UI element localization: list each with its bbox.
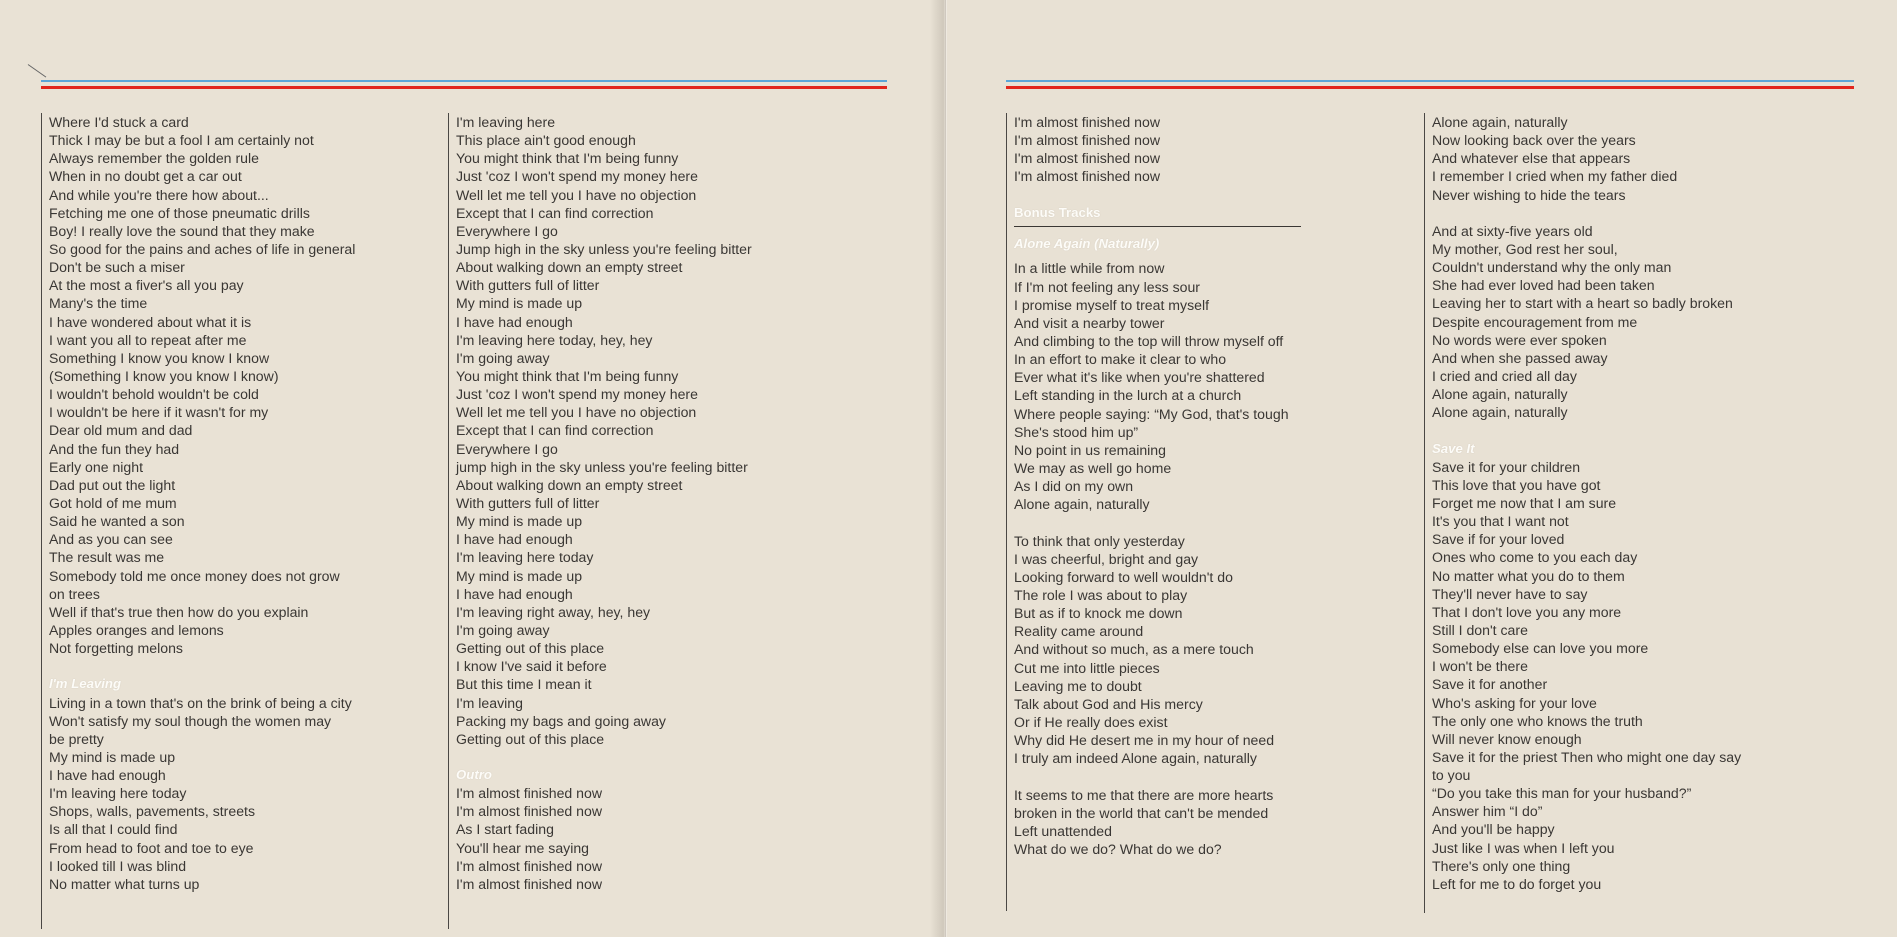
lyric-line: I wouldn't behold wouldn't be cold	[49, 386, 259, 403]
lyrics-column-3	[1006, 113, 1301, 911]
lyric-line: Alone again, naturally	[1432, 404, 1568, 421]
header-rule-blue	[1006, 80, 1854, 82]
lyric-line: I cried and cried all day	[1432, 367, 1577, 384]
lyric-line: Alone again, naturally	[1014, 496, 1150, 513]
lyric-line: So good for the pains and aches of life in general	[49, 240, 356, 257]
lyric-line: Cut me into little pieces	[1014, 659, 1160, 676]
lyric-line: Ones who come to you each day	[1432, 549, 1638, 566]
lyric-line: Alone again, naturally	[1432, 386, 1568, 403]
lyric-line: My mind is made up	[456, 295, 583, 312]
lyric-line: Well let me tell you I have no objection	[456, 186, 697, 203]
lyric-line: Alone again, naturally	[1432, 114, 1568, 130]
lyric-line: It seems to me that there are more hearts	[1014, 786, 1274, 803]
header-rule-red	[41, 86, 887, 89]
lyric-line: But as if to knock me down	[1014, 605, 1183, 622]
left-page	[0, 0, 946, 937]
lyric-line: Except that I can find correction	[456, 204, 654, 221]
bonus-tracks-label: Bonus Tracks	[1014, 204, 1101, 220]
lyric-line: In an effort to make it clear to who	[1014, 351, 1227, 368]
lyric-line: “Do you take this man for your husband?”	[1432, 785, 1692, 802]
lyric-line: With gutters full of litter	[456, 494, 600, 511]
lyric-line: It's you that I want not	[1432, 513, 1569, 530]
lyric-line: I'm almost finished now	[456, 875, 603, 892]
lyric-line: Everywhere I go	[456, 440, 558, 457]
lyric-line: I have had enough	[456, 585, 573, 602]
lyric-line: Said he wanted a son	[49, 513, 185, 530]
lyric-line: Will never know enough	[1432, 730, 1582, 747]
lyric-line: I'm almost finished now	[456, 857, 603, 874]
lyric-line: Couldn't understand why the only man	[1432, 259, 1672, 276]
lyric-line: Got hold of me mum	[49, 494, 177, 511]
lyric-line: I'm almost finished now	[456, 785, 603, 802]
lyric-line: I'm leaving here today, hey, hey	[456, 331, 653, 348]
lyric-line: Not forgetting melons	[49, 640, 183, 657]
lyric-line: I'm leaving	[456, 694, 523, 711]
lyric-line: But this time I mean it	[456, 676, 592, 693]
lyric-line: And as you can see	[49, 531, 173, 548]
lyric-line: They'll never have to say	[1432, 585, 1588, 602]
lyric-line: My mother, God rest her soul,	[1432, 240, 1618, 257]
lyric-line: I have wondered about what it is	[49, 313, 252, 330]
lyric-line: Early one night	[49, 458, 144, 475]
lyric-line: I'm leaving here today	[456, 549, 594, 566]
lyric-line: Just 'coz I won't spend my money here	[456, 386, 698, 403]
lyric-line: Looking forward to well wouldn't do	[1014, 568, 1233, 585]
lyric-line: And without so much, as a mere touch	[1014, 641, 1254, 658]
lyric-line: Why did He desert me in my hour of need	[1014, 732, 1275, 749]
song-title-alone-again: Alone Again (Naturally)	[1014, 236, 1160, 252]
lyric-line: At the most a fiver's all you pay	[49, 277, 244, 294]
lyric-line: My mind is made up	[49, 748, 176, 765]
lyric-line: (Something I know you know I know)	[49, 367, 279, 384]
lyric-line: Won't satisfy my soul though the women may	[49, 712, 332, 729]
lyric-line: As I did on my own	[1014, 478, 1134, 495]
lyric-line: I know I've said it before	[456, 658, 607, 675]
lyric-line: With gutters full of litter	[456, 277, 600, 294]
lyric-line: Now looking back over the years	[1432, 132, 1636, 149]
lyric-line: Despite encouragement from me	[1432, 313, 1638, 330]
lyric-line: broken in the world that can't be mended	[1014, 804, 1269, 821]
lyric-line: I have had enough	[456, 531, 573, 548]
lyric-line: You might think that I'm being funny	[456, 367, 679, 384]
lyric-line: What do we do? What do we do?	[1014, 840, 1222, 857]
lyric-line: I'm leaving here today	[49, 785, 187, 802]
lyric-line: Never wishing to hide the tears	[1432, 186, 1626, 203]
lyric-line: I'm leaving right away, hey, hey	[456, 603, 651, 620]
lyric-line: No point in us remaining	[1014, 441, 1166, 458]
lyric-line: I have had enough	[49, 767, 166, 784]
lyrics-column-4	[1424, 113, 1741, 913]
lyric-line: I'm going away	[456, 349, 550, 366]
lyric-line: I truly am indeed Alone again, naturally	[1014, 750, 1257, 767]
header-rule-red	[1006, 86, 1854, 89]
lyric-line: Jump high in the sky unless you're feeling bitter	[456, 240, 752, 257]
lyric-line: And at sixty-five years old	[1432, 222, 1593, 239]
lyric-line: And when she passed away	[1432, 349, 1608, 366]
lyric-line: And while you're there how about...	[49, 186, 269, 203]
lyric-line: Somebody else can love you more	[1432, 640, 1649, 657]
lyric-line: Many's the time	[49, 295, 148, 312]
lyric-line: My mind is made up	[456, 567, 583, 584]
lyric-line: I won't be there	[1432, 658, 1528, 675]
lyric-line: Who's asking for your love	[1432, 694, 1597, 711]
lyric-line: I'm almost finished now	[1014, 168, 1161, 185]
lyric-line: Except that I can find correction	[456, 422, 654, 439]
lyric-line: I wouldn't be here if it wasn't for my	[49, 404, 269, 421]
lyric-line: Reality came around	[1014, 623, 1144, 640]
lyric-line: This place ain't good enough	[456, 132, 636, 149]
lyric-line: You'll hear me saying	[456, 839, 590, 856]
lyric-line: Just 'coz I won't spend my money here	[456, 168, 698, 185]
lyric-line: Leaving her to start with a heart so badly broken	[1432, 295, 1733, 312]
lyric-line: I was cheerful, bright and gay	[1014, 550, 1199, 567]
lyric-line: And you'll be happy	[1432, 821, 1555, 838]
lyric-line: Save it for the priest Then who might one day say	[1432, 748, 1742, 765]
right-page	[947, 0, 1897, 937]
lyric-line: Where I'd stuck a card	[49, 114, 189, 130]
lyric-line: I want you all to repeat after me	[49, 331, 247, 348]
lyric-line: Save it for your children	[1432, 458, 1581, 475]
lyrics-column-2	[448, 113, 752, 929]
lyric-line: About walking down an empty street	[456, 476, 683, 493]
lyric-line: Answer him “I do”	[1432, 803, 1543, 820]
lyric-line: If I'm not feeling any less sour	[1014, 278, 1200, 295]
lyric-line: to you	[1432, 767, 1471, 784]
lyric-line: As I start fading	[456, 821, 554, 838]
lyric-line: Somebody told me once money does not grow	[49, 567, 340, 584]
lyric-line: Is all that I could find	[49, 821, 178, 838]
header-rule-blue	[41, 80, 887, 82]
lyrics-column-1	[41, 113, 355, 929]
lyric-line: Talk about God and His mercy	[1014, 695, 1203, 712]
lyric-line: Well if that's true then how do you explain	[49, 603, 309, 620]
lyric-line: I promise myself to treat myself	[1014, 296, 1210, 313]
lyric-line: And the fun they had	[49, 440, 180, 457]
lyric-line: And visit a nearby tower	[1014, 314, 1165, 331]
lyric-line: No matter what you do to them	[1432, 567, 1625, 584]
lyric-line: I'm leaving here	[456, 114, 556, 130]
lyric-line: I'm almost finished now	[1014, 132, 1161, 149]
lyric-line: The only one who knows the truth	[1432, 712, 1643, 729]
song-title-im-leaving: I'm Leaving	[49, 676, 122, 692]
lyric-line: Thick I may be but a fool I am certainly not	[49, 132, 314, 149]
lyric-line: In a little while from now	[1014, 260, 1165, 277]
song-title-outro: Outro	[456, 767, 492, 783]
lyric-line: That I don't love you any more	[1432, 603, 1622, 620]
lyric-line: Or if He really does exist	[1014, 714, 1168, 730]
lyric-line: Dad put out the light	[49, 476, 176, 493]
lyric-line: Left unattended	[1014, 822, 1112, 839]
lyric-line: Fetching me one of those pneumatic drills	[49, 204, 310, 221]
lyric-line: My mind is made up	[456, 513, 583, 530]
lyric-line: We may as well go home	[1014, 460, 1172, 477]
lyric-line: Just like I was when I left you	[1432, 839, 1615, 856]
corner-mark	[28, 64, 47, 77]
lyric-line: Dear old mum and dad	[49, 422, 193, 439]
lyric-line: Left for me to do forget you	[1432, 875, 1602, 892]
lyric-line: No matter what turns up	[49, 875, 200, 892]
lyric-line: Apples oranges and lemons	[49, 621, 224, 638]
lyric-line: Where people saying: “My God, that's tough	[1014, 405, 1289, 422]
lyric-line: Save it for another	[1432, 676, 1548, 693]
song-title-save-it: Save It	[1432, 440, 1475, 456]
lyric-line: Ever what it's like when you're shattered	[1014, 369, 1265, 386]
section-divider	[1014, 226, 1301, 228]
lyric-line: jump high in the sky unless you're feeling bitter	[456, 458, 748, 475]
lyric-line: She had ever loved had been taken	[1432, 277, 1655, 294]
lyric-line: I'm almost finished now	[456, 803, 603, 820]
lyric-line: From head to foot and toe to eye	[49, 839, 254, 856]
lyric-line: Well let me tell you I have no objection	[456, 404, 697, 421]
lyric-line: To think that only yesterday	[1014, 532, 1185, 549]
lyric-line: Living in a town that's on the brink of being a city	[49, 694, 352, 711]
lyric-line: I have had enough	[456, 313, 573, 330]
lyric-line: Don't be such a miser	[49, 259, 185, 276]
lyric-line: Packing my bags and going away	[456, 712, 666, 729]
lyric-line: Always remember the golden rule	[49, 150, 259, 167]
lyric-line: Left standing in the lurch at a church	[1014, 387, 1242, 404]
lyric-line: Still I don't care	[1432, 621, 1528, 638]
lyric-line: Forget me now that I am sure	[1432, 494, 1617, 511]
lyric-line: This love that you have got	[1432, 476, 1601, 493]
lyric-line: I remember I cried when my father died	[1432, 168, 1678, 185]
lyric-line: on trees	[49, 585, 100, 602]
lyric-line: No words were ever spoken	[1432, 331, 1607, 348]
lyric-line: She's stood him up”	[1014, 423, 1139, 440]
lyric-line: And whatever else that appears	[1432, 150, 1631, 167]
lyric-line: Everywhere I go	[456, 222, 558, 239]
lyric-line: be pretty	[49, 730, 104, 747]
lyric-line: The role I was about to play	[1014, 587, 1188, 604]
lyric-line: There's only one thing	[1432, 857, 1571, 874]
lyric-line: Boy! I really love the sound that they make	[49, 222, 315, 239]
lyric-line: When in no doubt get a car out	[49, 168, 242, 185]
lyric-line: Something I know you know I know	[49, 349, 270, 366]
lyric-line: About walking down an empty street	[456, 259, 683, 276]
lyric-line: I'm going away	[456, 621, 550, 638]
lyric-line: Shops, walls, pavements, streets	[49, 803, 256, 820]
lyric-line: I'm almost finished now	[1014, 114, 1161, 130]
lyric-line: You might think that I'm being funny	[456, 150, 679, 167]
lyric-line: Leaving me to doubt	[1014, 677, 1142, 694]
lyric-line: The result was me	[49, 549, 165, 566]
lyric-line: I looked till I was blind	[49, 857, 187, 874]
lyric-line: And climbing to the top will throw myself off	[1014, 333, 1284, 350]
lyric-line: I'm almost finished now	[1014, 150, 1161, 167]
lyric-line: Getting out of this place	[456, 640, 605, 657]
lyric-line: Save if for your loved	[1432, 531, 1565, 548]
lyric-line: Getting out of this place	[456, 730, 605, 747]
